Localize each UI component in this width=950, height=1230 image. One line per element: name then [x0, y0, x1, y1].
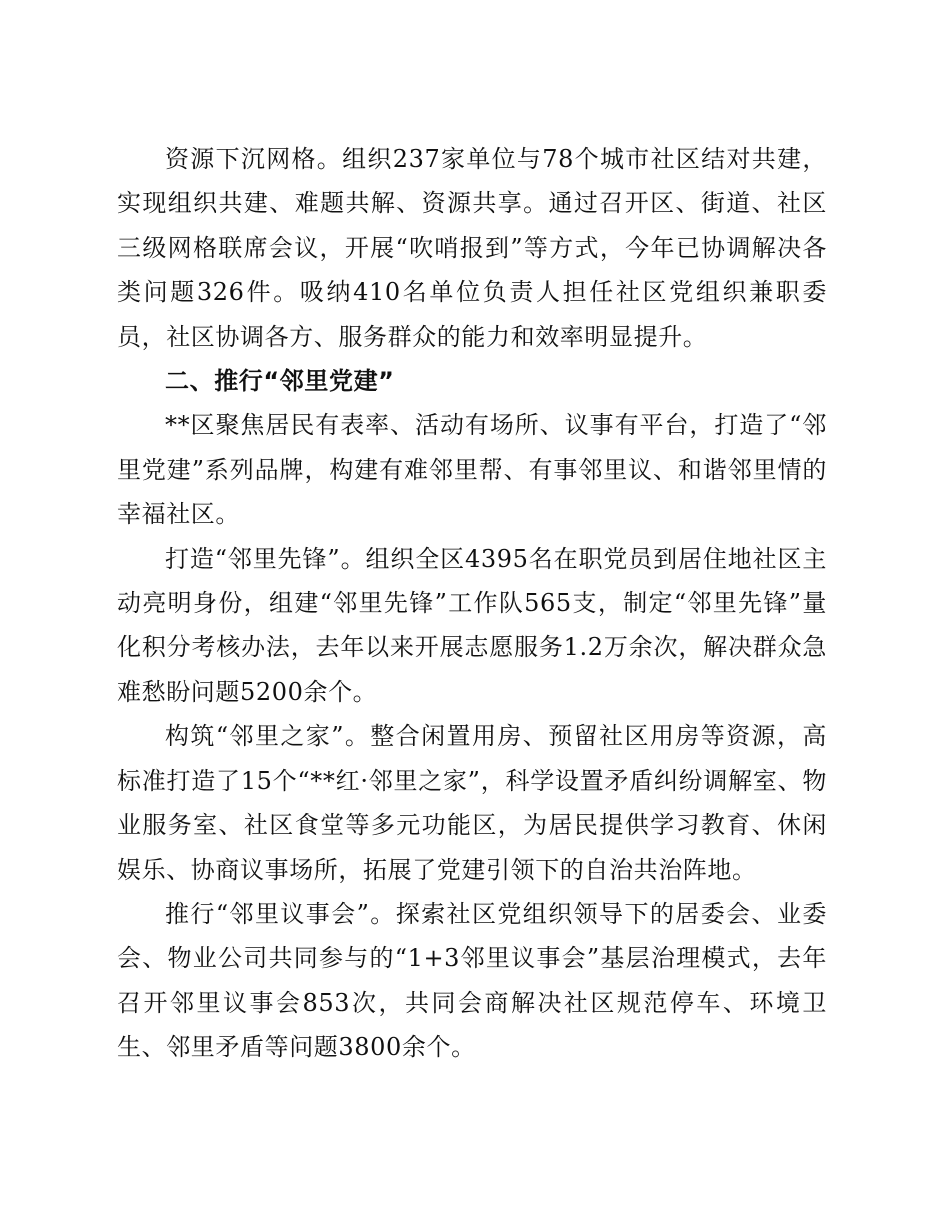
document-body	[117, 137, 827, 1070]
paragraph-resources-grid: 资源下沉网格。组织237家单位与78个城市社区结对共建，实现组织共建、难题共解、资源共享。通过召开区、街道、社区三级网格联席会议，开展“吹哨报到”等方式，今年已协调解决各类问题326件。吸纳410名单位负责人担任社区党组织兼职委员，社区协调各方、服务群众的能力和效率明显提升。	[117, 145, 827, 351]
paragraph-district-overview: **区聚焦居民有表率、活动有场所、议事有平台，打造了“邻里党建”系列品牌，构建有难邻里帮、有事邻里议、和谐邻里情的幸福社区。	[117, 411, 827, 529]
paragraph-neighborhood-council: 推行“邻里议事会”。探索社区党组织领导下的居委会、业委会、物业公司共同参与的“1+3邻里议事会”基层治理模式，去年召开邻里议事会853次，共同会商解决社区规范停车、环境卫生、邻里矛盾等问题3800余个。	[117, 899, 827, 1062]
section-heading-neighborhood-party-building: 二、推行“邻里党建”	[165, 367, 395, 396]
paragraph-neighborhood-home: 构筑“邻里之家”。整合闲置用房、预留社区用房等资源，高标准打造了15个“**红·邻里之家”，科学设置矛盾纠纷调解室、物业服务室、社区食堂等多元功能区，为居民提供学习教育、休闲娱乐、协商议事场所，拓展了党建引领下的自治共治阵地。	[117, 722, 827, 884]
paragraph-neighborhood-pioneers: 打造“邻里先锋”。组织全区4395名在职党员到居住地社区主动亮明身份，组建“邻里先锋”工作队565支，制定“邻里先锋”量化积分考核办法，去年以来开展志愿服务1.2万余次，解决群众急难愁盼问题5200余个。	[117, 544, 827, 706]
